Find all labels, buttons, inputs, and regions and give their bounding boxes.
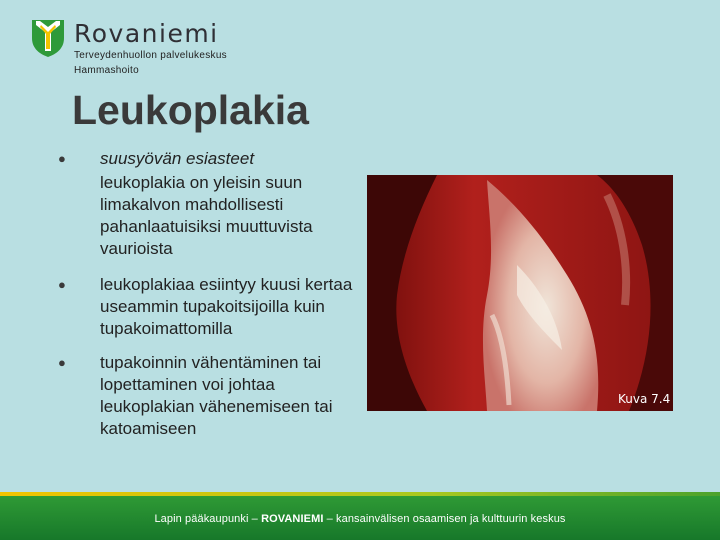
bullet-item [56, 352, 366, 440]
bullet-icon: ● [58, 355, 66, 370]
image-caption: Kuva 7.4 [618, 392, 671, 406]
footer-text-post: – kansainvälisen osaamisen ja kulttuurin keskus [323, 513, 566, 525]
footer-text-pre: Lapin pääkaupunki – [154, 513, 262, 525]
rovaniemi-crest-icon [30, 18, 66, 58]
clinical-photo [367, 175, 673, 411]
bullet-text: leukoplakia on yleisin suun limakalvon mahdollisesti pahanlaatuisiksi muuttuvista vaurioista [100, 173, 313, 258]
footer-text-bold: ROVANIEMI [261, 513, 324, 525]
brand-name: Rovaniemi [74, 19, 219, 48]
bullet-icon: ● [58, 277, 66, 292]
slide-title: Leukoplakia [72, 87, 309, 133]
bullet-icon: ● [58, 151, 66, 166]
footer-slogan [0, 513, 720, 525]
unit-name: Hammashoito [74, 65, 139, 76]
department-name: Terveydenhuollon palvelukeskus [74, 50, 227, 61]
bullet-list [56, 148, 366, 440]
bullet-item [56, 148, 366, 260]
bullet-text: tupakoinnin vähentäminen tai lopettaminen voi johtaa leukoplakian vähenemiseen tai katoamiseen [100, 353, 333, 438]
bullet-text: leukoplakiaa esiintyy kuusi kertaa useammin tupakoitsijoilla kuin tupakoimattomilla [100, 275, 353, 338]
bullet-item [56, 274, 366, 340]
footer-bar [0, 496, 720, 540]
bullet-heading: suusyövän esiasteet [100, 149, 255, 168]
